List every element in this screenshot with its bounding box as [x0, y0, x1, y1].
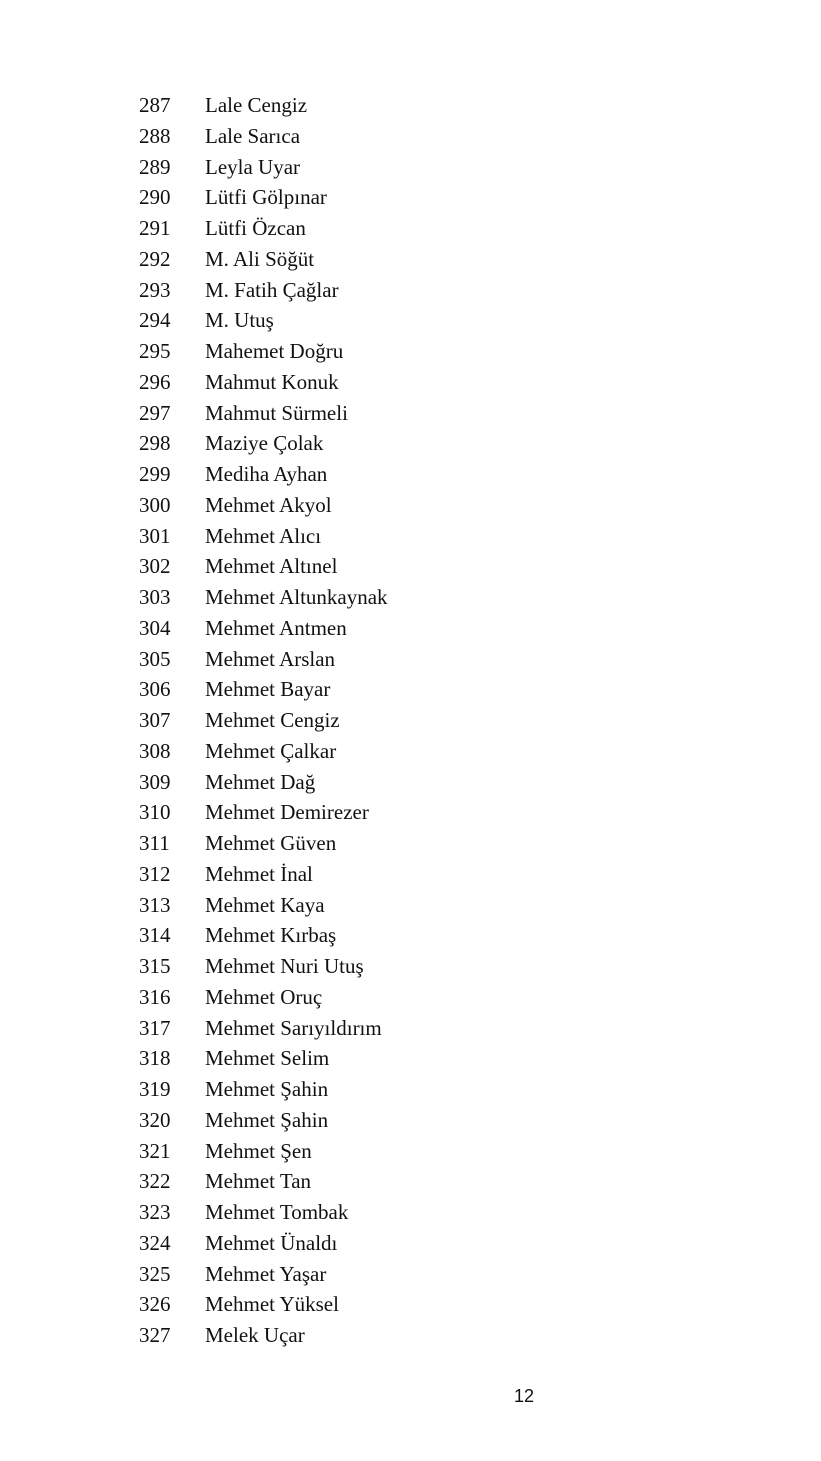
list-item: [0, 951, 821, 982]
entry-number: 309: [139, 769, 171, 794]
list-item: [0, 490, 821, 521]
entry-name: Mehmet Çalkar: [205, 738, 337, 763]
entry-number: 317: [139, 1015, 171, 1040]
list-item: [0, 828, 821, 859]
entry-number: 287: [139, 93, 171, 117]
list-item: [0, 428, 821, 459]
entry-number: 306: [139, 677, 171, 702]
entry-name: Lütfi Özcan: [205, 216, 306, 240]
entry-name: Lütfi Gölpınar: [205, 185, 327, 210]
list-item: [0, 890, 821, 921]
list-item: [0, 920, 821, 951]
list-item: [0, 613, 821, 644]
entry-number: 314: [139, 923, 171, 948]
entry-name: Mehmet Bayar: [205, 677, 331, 702]
entry-name: Mehmet Dağ: [205, 769, 316, 794]
entry-name: M. Fatih Çağlar: [205, 277, 339, 302]
entry-name: Mehmet Altunkaynak: [205, 585, 388, 609]
list-item: [0, 121, 821, 152]
entry-name: Mehmet Şahin: [205, 1107, 329, 1132]
entry-number: 289: [139, 154, 171, 179]
list-item: [0, 182, 821, 213]
entry-number: 316: [139, 984, 171, 1009]
entry-number: 321: [139, 1138, 171, 1163]
entry-name: Mehmet Selim: [205, 1046, 330, 1071]
list-item: [0, 736, 821, 767]
list-item: [0, 244, 821, 275]
list-item: [0, 1228, 821, 1259]
entry-name: Lale Cengiz: [205, 93, 308, 117]
list-item: [0, 1074, 821, 1105]
entry-number: 326: [139, 1292, 171, 1317]
entry-name: M. Ali Söğüt: [205, 246, 315, 271]
entry-number: 327: [139, 1323, 171, 1347]
entry-number: 311: [139, 831, 170, 855]
list-item: [0, 1136, 821, 1167]
list-item: [0, 551, 821, 582]
entry-number: 294: [139, 308, 171, 333]
list-item: [0, 275, 821, 306]
entry-name: Leyla Uyar: [205, 154, 301, 179]
entry-name: Mehmet Kaya: [205, 892, 325, 917]
entry-number: 319: [139, 1077, 171, 1101]
entry-name: Mahmut Sürmeli: [205, 400, 348, 425]
entry-number: 301: [139, 523, 171, 548]
entry-name: Mehmet Demirezer: [205, 800, 369, 825]
entry-name: Mehmet Akyol: [205, 492, 332, 517]
entry-name: Mehmet Arslan: [205, 646, 336, 671]
entry-name: Mehmet Şahin: [205, 1077, 329, 1101]
entry-name: Mehmet Yaşar: [205, 1261, 327, 1286]
entry-number: 302: [139, 554, 171, 579]
list-item: [0, 90, 821, 121]
entry-number: 324: [139, 1230, 171, 1255]
list-item: [0, 459, 821, 490]
entry-number: 312: [139, 861, 171, 886]
entry-number: 313: [139, 892, 171, 917]
entry-name: Mehmet Antmen: [205, 615, 347, 640]
list-item: [0, 982, 821, 1013]
list-item: [0, 1259, 821, 1290]
entry-name: Mahemet Doğru: [205, 339, 344, 363]
list-item: [0, 1105, 821, 1136]
list-item: [0, 152, 821, 183]
entry-number: 293: [139, 277, 171, 302]
entry-name: Mehmet Nuri Utuş: [205, 954, 364, 978]
entry-name: Mehmet Güven: [205, 831, 337, 855]
entry-name: Mehmet Tombak: [205, 1200, 349, 1224]
list-item: [0, 305, 821, 336]
entry-number: 297: [139, 400, 171, 425]
entry-number: 296: [139, 369, 171, 394]
list-item: [0, 1043, 821, 1074]
entry-number: 295: [139, 339, 171, 363]
entry-name: Mehmet Cengiz: [205, 708, 340, 732]
list-item: [0, 367, 821, 398]
entry-number: 320: [139, 1107, 171, 1132]
entry-number: 304: [139, 615, 171, 640]
entry-name: M. Utuş: [205, 308, 274, 333]
list-item: [0, 336, 821, 367]
entry-number: 307: [139, 708, 171, 732]
list-item: [0, 767, 821, 798]
list-item: [0, 1013, 821, 1044]
entry-name: Melek Uçar: [205, 1323, 305, 1347]
entry-number: 298: [139, 431, 171, 456]
list-item: [0, 797, 821, 828]
entry-number: 308: [139, 738, 171, 763]
list-item: [0, 1166, 821, 1197]
list-item: [0, 859, 821, 890]
entry-name: Mehmet İnal: [205, 861, 313, 886]
entry-name: Mehmet Yüksel: [205, 1292, 339, 1317]
entry-number: 315: [139, 954, 171, 978]
list-item: [0, 1289, 821, 1320]
list-item: [0, 521, 821, 552]
entry-number: 292: [139, 246, 171, 271]
entry-name: Mehmet Altınel: [205, 554, 338, 579]
entry-name: Mehmet Oruç: [205, 984, 323, 1009]
entry-number: 303: [139, 585, 171, 609]
entry-number: 299: [139, 462, 171, 486]
entry-name: Mehmet Tan: [205, 1169, 312, 1194]
entry-number: 318: [139, 1046, 171, 1071]
entry-number: 291: [139, 216, 171, 240]
entry-name: Mahmut Konuk: [205, 369, 339, 394]
entry-name: Mediha Ayhan: [205, 462, 328, 486]
entry-number: 290: [139, 185, 171, 210]
list-item: [0, 398, 821, 429]
page-number: 12: [514, 1386, 535, 1406]
entry-name: Mehmet Sarıyıldırım: [205, 1015, 382, 1040]
entry-number: 288: [139, 123, 171, 148]
entry-number: 322: [139, 1169, 171, 1194]
list-item: [0, 674, 821, 705]
list-item: [0, 1197, 821, 1228]
entry-number: 305: [139, 646, 171, 671]
entry-name: Lale Sarıca: [205, 123, 301, 148]
entry-number: 323: [139, 1200, 171, 1224]
name-list: [0, 90, 821, 1351]
entry-name: Maziye Çolak: [205, 431, 324, 456]
entry-name: Mehmet Ünaldı: [205, 1230, 338, 1255]
entry-number: 300: [139, 492, 171, 517]
entry-name: Mehmet Şen: [205, 1138, 312, 1163]
entry-name: Mehmet Alıcı: [205, 523, 322, 548]
entry-number: 325: [139, 1261, 171, 1286]
list-item: [0, 582, 821, 613]
list-item: [0, 213, 821, 244]
list-item: [0, 1320, 821, 1351]
entry-name: Mehmet Kırbaş: [205, 923, 337, 948]
list-item: [0, 644, 821, 675]
list-item: [0, 705, 821, 736]
entry-number: 310: [139, 800, 171, 825]
